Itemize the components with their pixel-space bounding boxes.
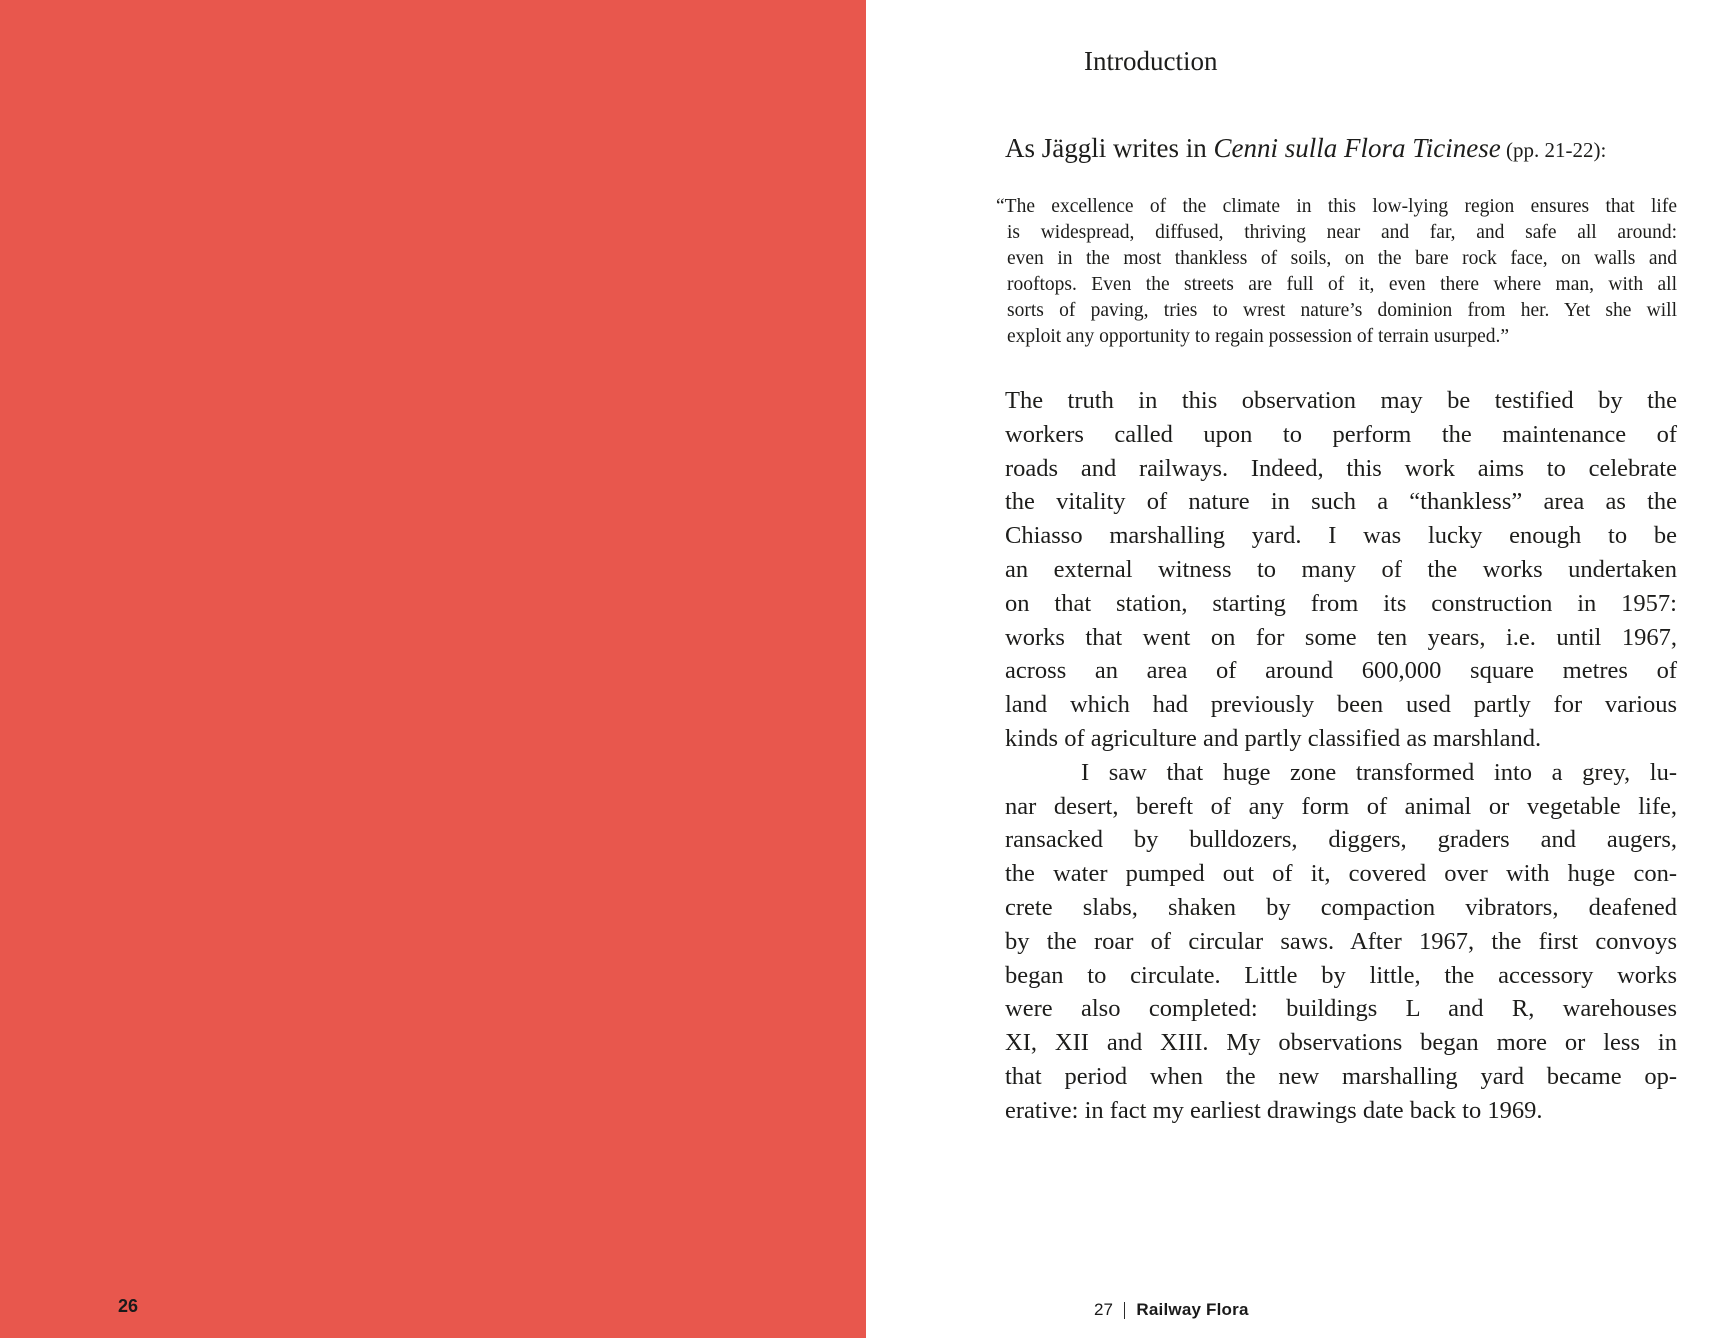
body-line: across an area of around 600,000 square metres of bbox=[1005, 657, 1677, 685]
body-line: began to circulate. Little by little, the accessory works bbox=[1005, 961, 1677, 989]
left-page-number: 26 bbox=[118, 1296, 139, 1316]
chapter-heading: Introduction bbox=[1084, 46, 1218, 76]
quote-line: rooftops. Even the streets are full of it, even there where man, with all bbox=[1007, 274, 1677, 295]
body-line: kinds of agriculture and partly classified as marshland. bbox=[1005, 724, 1542, 752]
body-line: erative: in fact my earliest drawings date back to 1969. bbox=[1005, 1096, 1543, 1124]
body-line: I saw that huge zone transformed into a grey, lu- bbox=[1081, 758, 1677, 786]
body-line: the water pumped out of it, covered over with huge con- bbox=[1005, 860, 1677, 888]
citation-sentence bbox=[1005, 131, 1685, 167]
right-page-footer bbox=[1094, 1300, 1249, 1320]
body-line: nar desert, bereft of any form of animal or vegetable life, bbox=[1005, 792, 1677, 820]
footer-divider-rule bbox=[1124, 1302, 1126, 1319]
body-line: the vitality of nature in such a “thankless” area as the bbox=[1005, 488, 1677, 516]
body-line: an external witness to many of the works undertaken bbox=[1005, 555, 1677, 583]
body-line: ransacked by bulldozers, diggers, graders and augers, bbox=[1005, 826, 1677, 854]
paragraph-2 bbox=[1005, 756, 1677, 1128]
body-line: by the roar of circular saws. After 1967, the first convoys bbox=[1005, 927, 1677, 955]
quote-line: is widespread, diffused, thriving near and far, and safe all around: bbox=[1007, 222, 1677, 243]
body-text bbox=[1005, 384, 1677, 1128]
body-line: The truth in this observation may be testified by the bbox=[1005, 387, 1677, 414]
body-line: Chiasso marshalling yard. I was lucky enough to be bbox=[1005, 522, 1677, 550]
body-line: roads and railways. Indeed, this work aims to celebrate bbox=[1005, 454, 1677, 482]
body-line: on that station, starting from its construction in 1957: bbox=[1005, 589, 1677, 617]
cited-work-title: Cenni sulla Flora Ticinese bbox=[1213, 133, 1501, 163]
block-quote bbox=[996, 194, 1677, 350]
body-line: land which had previously been used partly for various bbox=[1005, 691, 1677, 719]
body-line: crete slabs, shaken by compaction vibrators, deafened bbox=[1005, 893, 1677, 921]
quote-line: sorts of paving, tries to wrest nature’s dominion from her. Yet she will bbox=[1007, 300, 1677, 321]
citation-prefix: As Jäggli writes in bbox=[1005, 133, 1214, 163]
body-line: were also completed: buildings L and R, warehouses bbox=[1005, 995, 1677, 1023]
quote-line: even in the most thankless of soils, on the bare rock face, on walls and bbox=[1007, 248, 1677, 269]
right-page bbox=[866, 0, 1732, 1338]
book-title-footer: Railway Flora bbox=[1136, 1300, 1249, 1319]
right-page-number: 27 bbox=[1094, 1300, 1113, 1319]
body-line: works that went on for some ten years, i.e. until 1967, bbox=[1005, 623, 1677, 651]
quote-line: “The excellence of the climate in this low-lying region ensures that life bbox=[996, 196, 1677, 217]
citation-pages-ref: (pp. 21-22): bbox=[1500, 138, 1607, 162]
body-line: XI, XII and XIII. My observations began more or less in bbox=[1005, 1029, 1677, 1057]
body-line: that period when the new marshalling yard became op- bbox=[1005, 1062, 1677, 1090]
quote-line: exploit any opportunity to regain possession of terrain usurped.” bbox=[1007, 326, 1510, 347]
body-line: workers called upon to perform the maintenance of bbox=[1005, 420, 1677, 448]
paragraph-1 bbox=[1005, 384, 1677, 756]
